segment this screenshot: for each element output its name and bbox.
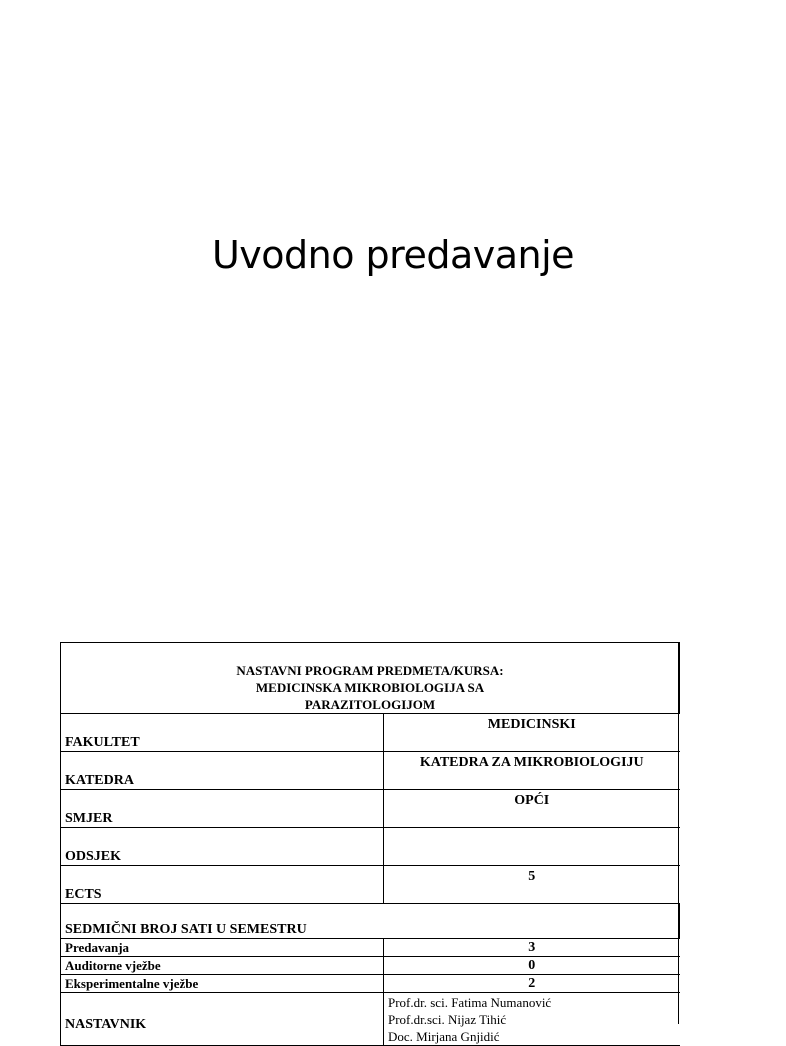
teacher-name-3: Doc. Mirjana Gnjidić: [388, 1029, 500, 1044]
table-row-odsjek: [61, 828, 680, 866]
row-label: KATEDRA: [61, 752, 384, 790]
table-row-ects: [61, 866, 680, 904]
teacher-name-2: Prof.dr.sci. Nijaz Tihić: [388, 1012, 507, 1027]
teacher-list: [384, 993, 680, 1046]
header-line-3: PARAZITOLOGIJOM: [304, 697, 436, 712]
row-label: SMJER: [61, 790, 384, 828]
row-label: ODSJEK: [61, 828, 384, 866]
course-program-table: [60, 642, 680, 1046]
teacher-label: NASTAVNIK: [61, 993, 384, 1046]
table-row-smjer: [61, 790, 680, 828]
row-value: OPĆI: [384, 790, 680, 828]
row-label: ECTS: [61, 866, 384, 904]
table-header-row: [61, 643, 680, 714]
hours-label: Predavanja: [61, 939, 384, 957]
row-value: MEDICINSKI: [384, 714, 680, 752]
hours-value: 3: [384, 939, 680, 957]
hours-label: Eksperimentalne vježbe: [61, 975, 384, 993]
table-row-auditorne: [61, 957, 680, 975]
header-line-2: MEDICINSKA MIKROBIOLOGIJA SA: [255, 680, 485, 695]
section-row-weekly-hours: [61, 904, 680, 939]
row-value: [384, 828, 680, 866]
table-row-katedra: [61, 752, 680, 790]
hours-value: 0: [384, 957, 680, 975]
header-line-1: NASTAVNI PROGRAM PREDMETA/KURSA:: [236, 663, 504, 678]
row-value: KATEDRA ZA MIKROBIOLOGIJU: [384, 752, 680, 790]
section-title: SEDMIČNI BROJ SATI U SEMESTRU: [61, 904, 680, 939]
course-program-table-wrapper: [60, 642, 679, 1044]
table-row-nastavnik: [61, 993, 680, 1046]
table-row-predavanja: [61, 939, 680, 957]
hours-value: 2: [384, 975, 680, 993]
table-row-fakultet: [61, 714, 680, 752]
row-label: FAKULTET: [61, 714, 384, 752]
teacher-name-1: Prof.dr. sci. Fatima Numanović: [388, 995, 552, 1010]
table-row-eksperimentalne: [61, 975, 680, 993]
row-value: 5: [384, 866, 680, 904]
hours-label: Auditorne vježbe: [61, 957, 384, 975]
table-header-cell: [61, 643, 680, 714]
slide-title: Uvodno predavanje: [211, 233, 575, 277]
